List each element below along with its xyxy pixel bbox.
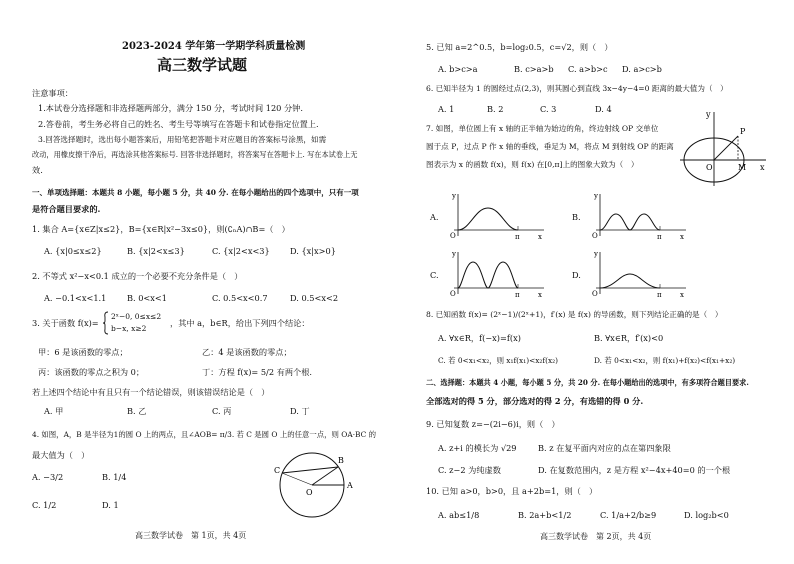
- q7-label-m: M: [738, 163, 747, 172]
- q7-label-y: y: [706, 110, 711, 119]
- q7-graph-axis-y-b: y: [594, 192, 598, 200]
- q7-graph-axis-pi-a: π: [515, 233, 520, 240]
- q8-option-d: D. 若 0<x₁<x₂，则 f(x₁)+f(x₂)<f(x₁+x₂): [594, 356, 736, 365]
- q3-option-c: C. 丙: [212, 406, 232, 416]
- q4-option-d: D. 1: [102, 500, 119, 510]
- q2-option-c: C. 0.5<x<0.7: [212, 293, 268, 303]
- q5-option-d: D. a>c>b: [622, 64, 662, 74]
- q4-label-o: O: [306, 488, 313, 497]
- notice-line-5: 效.: [32, 165, 43, 175]
- q8-option-b: B. ∀x∈R，f′(x)<0: [594, 333, 664, 343]
- exam-subtitle: 高三数学试题: [157, 56, 248, 74]
- q2-option-b: B. 0<x<1: [127, 293, 167, 303]
- q7-graph-label-c: C.: [430, 270, 439, 280]
- q7-label-x: x: [760, 163, 765, 172]
- q7-graph-axis-x-c: x: [538, 291, 542, 298]
- q7-graph-axis-y-c: y: [452, 250, 456, 258]
- q7-unit-circle-figure: [670, 108, 770, 188]
- q7-graph-axis-o-b: O: [592, 232, 598, 240]
- q5-option-c: C. a>b>c: [568, 64, 608, 74]
- q4-option-b: B. 1/4: [102, 472, 127, 482]
- section1-heading-cont: 是符合题目要求的.: [32, 204, 101, 214]
- q4-option-a: A. −3/2: [32, 472, 64, 482]
- q3-statement-yi: 乙：4 是该函数的零点；: [202, 347, 292, 357]
- q6-option-b: B. 2: [487, 104, 504, 114]
- q8-stem: 8. 已知函数 f(x)= (2ˣ−1)/(2ˣ+1)，f′(x) 是 f(x) 的导函数，则下列结论正确的是（ ）: [426, 310, 723, 319]
- q8-option-c: C. 若 0<x₁<x₂，则 x₁f(x₁)<x₂f(x₂): [438, 356, 559, 365]
- notice-line-1: 1.本试卷分选择题和非选择题两部分，满分 150 分，考试时间 120 分钟.: [38, 103, 303, 113]
- q6-option-d: D. 4: [595, 104, 612, 114]
- section2-heading-cont: 全部选对的得 5 分，部分选对的得 2 分，有选错的得 0 分.: [426, 396, 644, 406]
- q5-option-a: A. b>c>a: [438, 64, 478, 74]
- q7-graph-axis-y-a: y: [452, 192, 456, 200]
- q7-graph-axis-x-a: x: [538, 233, 542, 240]
- q6-option-a: A. 1: [438, 104, 455, 114]
- q5-option-b: B. c>a>b: [514, 64, 554, 74]
- q1-option-d: D. {x|x>0}: [290, 246, 336, 256]
- q3-option-d: D. 丁: [290, 406, 310, 416]
- q8-option-a: A. ∀x∈R，f(−x)=f(x): [438, 333, 521, 343]
- q3-statement-bing: 丙：该函数的零点之积为 0；: [38, 367, 145, 377]
- q7-graph-axis-x-b: x: [680, 233, 684, 240]
- q1-option-c: C. {x|2<x<3}: [212, 246, 270, 256]
- q10-option-c: C. 1/a+2/b≥9: [600, 510, 657, 520]
- q7-graph-plot-b: [582, 190, 692, 240]
- q3-stem-start: 3. 关于函数 f(x)=: [32, 318, 99, 328]
- q4-option-c: C. 1/2: [32, 500, 57, 510]
- q7-graph-plot-a: [440, 190, 550, 240]
- q7-stem-end: 图表示为 x 的函数 f(x)，则 f(x) 在[0,π]上的图象大致为（ ）: [426, 160, 639, 169]
- q9-option-c: C. z−2 为纯虚数: [438, 465, 501, 475]
- q7-stem: 7. 如图，单位圆上有 x 轴的正半轴为始边的角，终边射线 OP 交单位: [426, 124, 659, 133]
- q4-label-b: B: [338, 456, 344, 465]
- q1-stem: 1. 集合 A={x∈Z|x≤2}，B={x∈R|x²−3x≤0}，则(∁ₙA)∩B=（ ）: [32, 224, 290, 234]
- q3-piece-2: b−x, x≥2: [111, 324, 147, 333]
- section1-heading: 一、单项选择题：本题共 8 小题，每小题 5 分，共 40 分. 在每小题给出的四个选项中，只有一项: [32, 188, 359, 197]
- q7-graph-plot-c: [440, 248, 550, 298]
- q7-graph-label-b: B.: [572, 212, 581, 222]
- left-brace-icon: [102, 311, 110, 335]
- notice-line-4: 改动，用橡皮擦干净后，再选涂其他答案标号. 回答非选择题时，将答案写在答题卡上. 写在本试卷上无: [32, 150, 358, 159]
- q10-stem: 10. 已知 a>0，b>0，且 a+2b=1，则（ ）: [426, 486, 598, 496]
- q7-graph-axis-o-c: O: [450, 290, 456, 298]
- q7-graph-axis-o-a: O: [450, 232, 456, 240]
- q3-option-b: B. 乙: [127, 406, 147, 416]
- q4-label-c: C: [274, 466, 281, 475]
- q10-option-b: B. 2a+b<1/2: [518, 510, 572, 520]
- q7-label-o: O: [706, 163, 713, 172]
- q7-graph-axis-pi-c: π: [515, 291, 520, 298]
- q7-label-p: P: [740, 127, 746, 136]
- q7-graph-label-a: A.: [430, 212, 439, 222]
- q3-statement-ding: 丁：方程 f(x)= 5/2 有两个根.: [202, 367, 312, 377]
- notice-line-3: 3.回答选择题时，选出每小题答案后，用铅笔把答题卡对应题目的答案标号涂黑，如需: [38, 135, 327, 144]
- q7-graph-axis-o-d: O: [592, 290, 598, 298]
- q3-piece-1: 2ˣ−0, 0≤x≤2: [111, 312, 162, 321]
- q4-label-a: A: [347, 481, 353, 490]
- q1-option-b: B. {x|2<x≤3}: [127, 246, 185, 256]
- q4-stem-cont: 最大值为（ ）: [32, 450, 90, 460]
- q2-option-d: D. 0.5<x<2: [290, 293, 339, 303]
- left-footer: 高三数学试卷 第 1页，共 4页: [135, 531, 247, 540]
- q9-option-a: A. z+i 的模长为 √29: [438, 443, 517, 453]
- q7-graph-label-d: D.: [572, 270, 581, 280]
- q10-option-a: A. ab≤1/8: [438, 510, 480, 520]
- q6-option-c: C. 3: [540, 104, 557, 114]
- q2-option-a: A. −0.1<x<1.1: [44, 293, 107, 303]
- q4-circle-figure: [252, 447, 364, 525]
- q7-graph-plot-d: [582, 248, 692, 298]
- q9-option-b: B. z 在复平面内对应的点在第四象限: [538, 443, 671, 453]
- q3-stem-end: ，其中 a，b∈R，给出下列四个结论：: [170, 318, 310, 328]
- q7-graph-axis-x-d: x: [680, 291, 684, 298]
- q6-stem: 6. 已知半径为 1 的圆经过点(2,3)，则其圆心到直线 3x−4y−4=0 距离的最大值为（ ）: [426, 84, 728, 93]
- q3-question: 若上述四个结论中有且只有一个结论错误，则该错误结论是（ ）: [32, 387, 270, 397]
- q7-graph-axis-pi-d: π: [657, 291, 662, 298]
- notice-heading: 注意事项：: [32, 88, 73, 98]
- q4-stem: 4. 如图，A，B 是半径为1的圆 O 上的两点，且∠AOB= π/3. 若 C 是圆 O 上的任意一点，则 OA·BC 的: [32, 430, 377, 439]
- q7-graph-axis-pi-b: π: [657, 233, 662, 240]
- q9-option-d: D. 在复数范围内，z 是方程 x²−4x+40=0 的一个根: [538, 465, 731, 475]
- q10-option-d: D. log₂b<0: [684, 510, 729, 520]
- q3-option-a: A. 甲: [44, 406, 64, 416]
- q1-option-a: A. {x|0≤x≤2}: [44, 246, 102, 256]
- q5-stem: 5. 已知 a=2^0.5，b=log₂0.5，c=√2，则（ ）: [426, 42, 613, 52]
- exam-title: 2023-2024 学年第一学期学科质量检测: [122, 41, 306, 52]
- section2-heading: 二、选择题：本题共 4 小题，每小题 5 分，共 20 分. 在每小题给出的选项中，有多项符合题目要求.: [426, 378, 749, 387]
- q3-statement-jia: 甲：6 是该函数的零点；: [38, 347, 128, 357]
- q2-stem: 2. 不等式 x²−x<0.1 成立的一个必要不充分条件是（ ）: [32, 271, 243, 281]
- q7-graph-axis-y-d: y: [594, 250, 598, 258]
- right-footer: 高三数学试卷 第 2页，共 4页: [540, 532, 652, 541]
- q9-stem: 9. 已知复数 z=−(2i−6)i，则（ ）: [426, 419, 560, 429]
- q7-stem-cont: 圆于点 P，过点 P 作 x 轴的垂线，垂足为 M，将点 M 到射线 OP 的距离: [426, 142, 674, 151]
- notice-line-2: 2.答卷前，考生务必将自己的姓名、考生号等填写在答题卡和试卷指定位置上.: [38, 119, 319, 129]
